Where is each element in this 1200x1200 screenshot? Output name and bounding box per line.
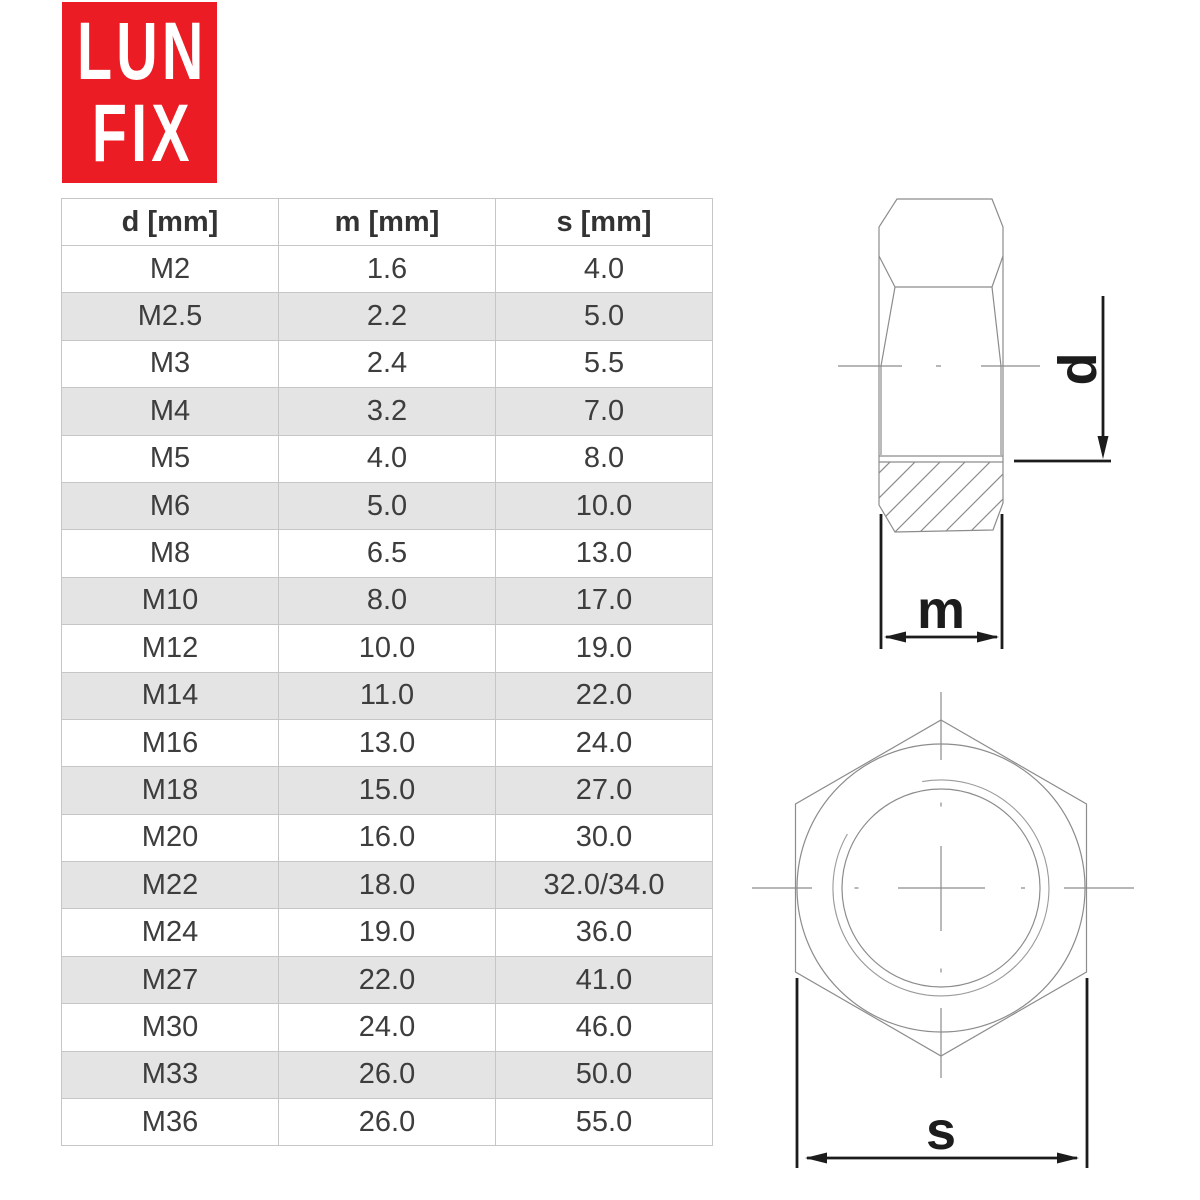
table-cell: 11.0 bbox=[279, 672, 496, 719]
table-cell: 8.0 bbox=[496, 435, 713, 482]
arrowhead-right bbox=[977, 632, 999, 643]
dimension-label-m: m bbox=[916, 580, 966, 640]
table-row bbox=[62, 1051, 713, 1098]
table-cell: M4 bbox=[62, 388, 279, 435]
table-cell: 13.0 bbox=[279, 719, 496, 766]
table-row bbox=[62, 862, 713, 909]
dimension-label-d: d bbox=[1048, 352, 1108, 386]
table-cell: 24.0 bbox=[279, 1004, 496, 1051]
table-cell: M3 bbox=[62, 340, 279, 387]
table-cell: 3.2 bbox=[279, 388, 496, 435]
table-cell: 2.2 bbox=[279, 293, 496, 340]
arrowhead-left bbox=[884, 632, 906, 643]
table-row bbox=[62, 672, 713, 719]
table-cell: M24 bbox=[62, 909, 279, 956]
arrowhead-left bbox=[805, 1153, 827, 1164]
table-cell: 41.0 bbox=[496, 956, 713, 1003]
table-row bbox=[62, 767, 713, 814]
table-cell: M6 bbox=[62, 482, 279, 529]
header-cell-m: m [mm] bbox=[279, 199, 496, 246]
table-row bbox=[62, 388, 713, 435]
logo-text-line1: LUN bbox=[77, 5, 208, 97]
table-cell: M8 bbox=[62, 530, 279, 577]
table-cell: 27.0 bbox=[496, 767, 713, 814]
table-cell: 5.5 bbox=[496, 340, 713, 387]
dimension-s bbox=[797, 978, 1087, 1168]
spec-table-body bbox=[62, 246, 713, 1146]
table-row bbox=[62, 625, 713, 672]
arrowhead-down bbox=[1098, 436, 1109, 459]
table-cell: 10.0 bbox=[496, 482, 713, 529]
table-row bbox=[62, 1004, 713, 1051]
dimension-d bbox=[1014, 296, 1111, 461]
side-view-cap bbox=[879, 256, 1003, 287]
table-cell: M27 bbox=[62, 956, 279, 1003]
table-cell: 13.0 bbox=[496, 530, 713, 577]
brand-logo bbox=[62, 2, 217, 183]
table-cell: 18.0 bbox=[279, 862, 496, 909]
table-cell: M16 bbox=[62, 719, 279, 766]
table-cell: 26.0 bbox=[279, 1051, 496, 1098]
table-row bbox=[62, 814, 713, 861]
table-cell: 1.6 bbox=[279, 246, 496, 293]
nut-side-view bbox=[812, 199, 1111, 649]
table-cell: 46.0 bbox=[496, 1004, 713, 1051]
table-cell: 22.0 bbox=[496, 672, 713, 719]
table-cell: M12 bbox=[62, 625, 279, 672]
table-cell: 16.0 bbox=[279, 814, 496, 861]
table-cell: M5 bbox=[62, 435, 279, 482]
table-cell: 5.0 bbox=[496, 293, 713, 340]
table-row bbox=[62, 246, 713, 293]
table-cell: 22.0 bbox=[279, 956, 496, 1003]
section-hatch bbox=[812, 445, 1082, 540]
table-row bbox=[62, 482, 713, 529]
side-view-washer-face bbox=[879, 456, 1003, 462]
table-cell: 6.5 bbox=[279, 530, 496, 577]
table-cell: 4.0 bbox=[279, 435, 496, 482]
header-cell-d: d [mm] bbox=[62, 199, 279, 246]
table-cell: M20 bbox=[62, 814, 279, 861]
table-row bbox=[62, 909, 713, 956]
table-row bbox=[62, 293, 713, 340]
table-cell: M33 bbox=[62, 1051, 279, 1098]
spec-table bbox=[61, 198, 713, 1146]
table-header-row bbox=[62, 199, 713, 246]
table-cell: 15.0 bbox=[279, 767, 496, 814]
header-cell-s: s [mm] bbox=[496, 199, 713, 246]
table-cell: 8.0 bbox=[279, 577, 496, 624]
table-row bbox=[62, 435, 713, 482]
table-cell: 2.4 bbox=[279, 340, 496, 387]
table-cell: 55.0 bbox=[496, 1099, 713, 1146]
table-cell: 19.0 bbox=[279, 909, 496, 956]
logo-text-line2: FIX bbox=[91, 87, 194, 179]
table-cell: M2.5 bbox=[62, 293, 279, 340]
dimension-m bbox=[881, 514, 1002, 649]
table-cell: M30 bbox=[62, 1004, 279, 1051]
table-cell: M22 bbox=[62, 862, 279, 909]
table-cell: 30.0 bbox=[496, 814, 713, 861]
table-cell: 7.0 bbox=[496, 388, 713, 435]
table-cell: 26.0 bbox=[279, 1099, 496, 1146]
spec-table-container bbox=[61, 198, 713, 1146]
table-cell: M18 bbox=[62, 767, 279, 814]
table-row bbox=[62, 956, 713, 1003]
table-cell: M2 bbox=[62, 246, 279, 293]
table-cell: M10 bbox=[62, 577, 279, 624]
table-row bbox=[62, 340, 713, 387]
arrowhead-right bbox=[1057, 1153, 1079, 1164]
table-cell: 24.0 bbox=[496, 719, 713, 766]
table-cell: 17.0 bbox=[496, 577, 713, 624]
table-row bbox=[62, 1099, 713, 1146]
table-cell: 5.0 bbox=[279, 482, 496, 529]
table-row bbox=[62, 577, 713, 624]
table-cell: M14 bbox=[62, 672, 279, 719]
table-cell: 32.0/34.0 bbox=[496, 862, 713, 909]
table-cell: 19.0 bbox=[496, 625, 713, 672]
table-row bbox=[62, 719, 713, 766]
table-cell: M36 bbox=[62, 1099, 279, 1146]
nut-top-view bbox=[752, 692, 1134, 1168]
table-cell: 50.0 bbox=[496, 1051, 713, 1098]
table-row bbox=[62, 530, 713, 577]
side-view-face-edges bbox=[881, 287, 1001, 455]
dimension-label-s: s bbox=[925, 1101, 957, 1161]
table-cell: 4.0 bbox=[496, 246, 713, 293]
table-cell: 10.0 bbox=[279, 625, 496, 672]
table-cell: 36.0 bbox=[496, 909, 713, 956]
